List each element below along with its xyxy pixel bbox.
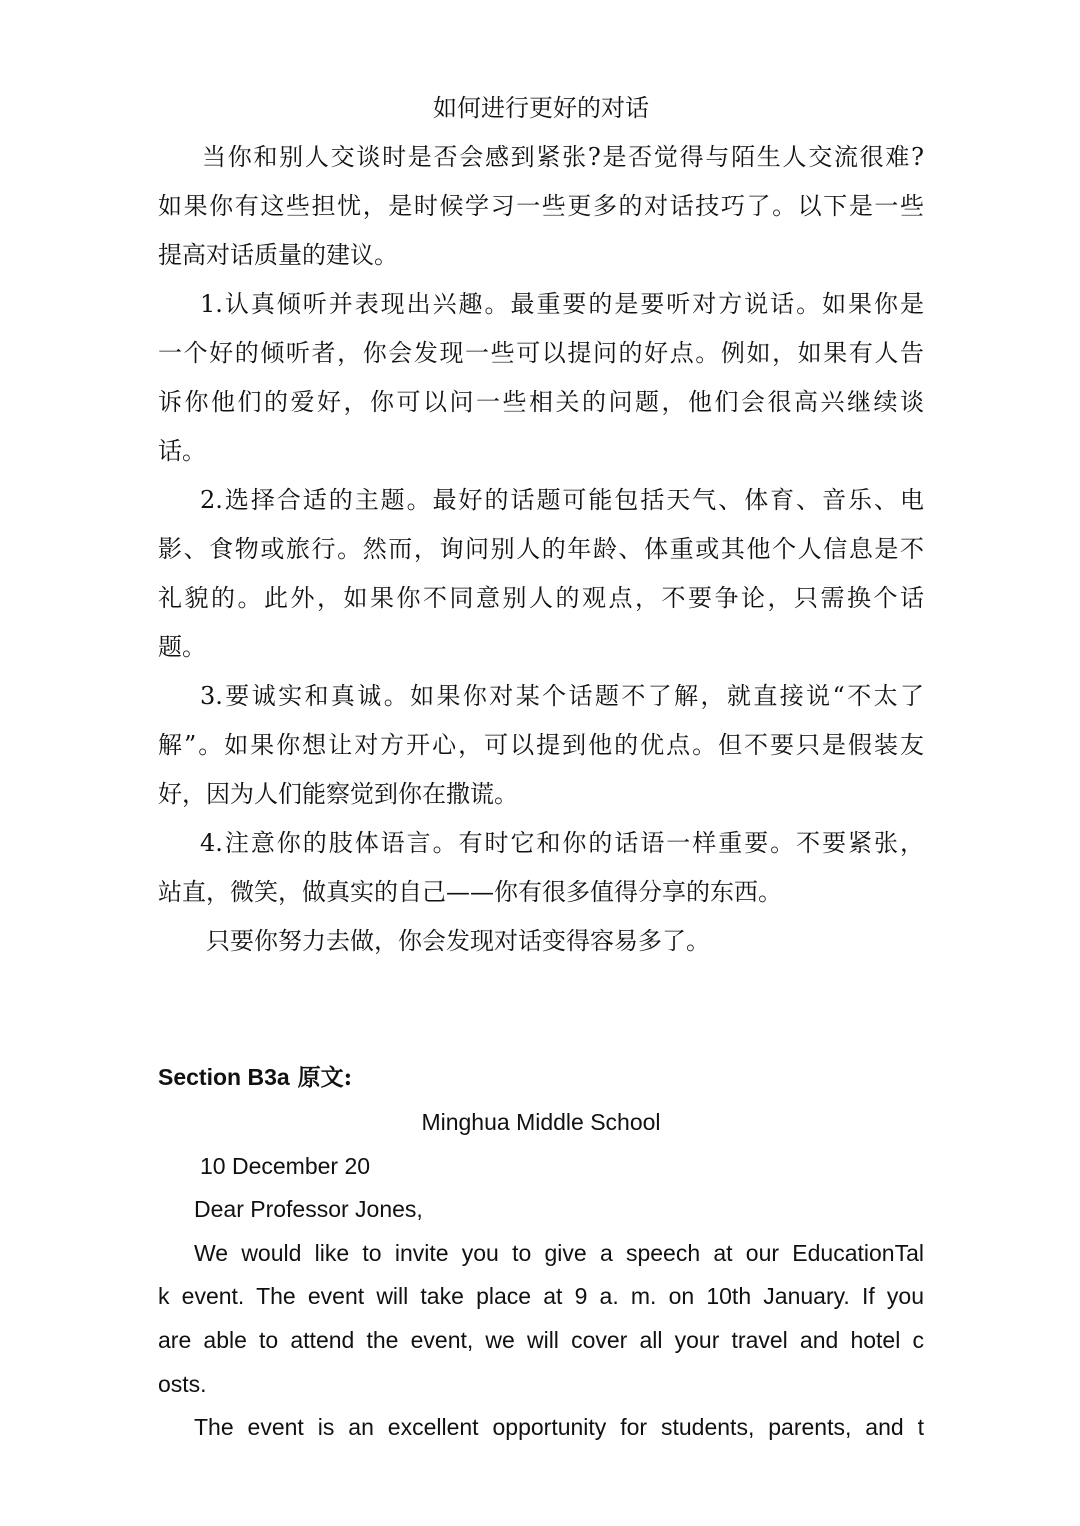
letter-line: Minghua Middle School (421, 1109, 661, 1135)
article-line: 礼貌的。此外，如果你不同意别人的观点，不要争论，只需换个话 (158, 584, 924, 612)
letter-line: k event. The event will take place at 9 a. m. on 10th January. If you (158, 1283, 924, 1310)
letter-line: Dear Professor Jones, (194, 1196, 423, 1223)
section-label-suffix: 原文: (289, 1064, 353, 1091)
letter-line: are able to attend the event, we will cover all your travel and hotel c (158, 1326, 924, 1353)
section-heading (158, 1060, 352, 1095)
article-line: 题。 (158, 633, 206, 661)
english-letter-body (158, 1104, 924, 1453)
chinese-article-body (158, 137, 924, 970)
article-title: 如何进行更好的对话 (433, 94, 649, 122)
article-line: 提高对话质量的建议。 (158, 241, 398, 269)
section-label: Section B3a (158, 1064, 290, 1090)
letter-line: We would like to invite you to give a speech at our EducationTal (194, 1239, 924, 1266)
article-line: 4.注意你的肢体语言。有时它和你的话语一样重要。不要紧张， (200, 829, 924, 857)
article-line: 当你和别人交谈时是否会感到紧张?是否觉得与陌生人交流很难? (202, 143, 924, 171)
article-line: 2.选择合适的主题。最好的话题可能包括天气、体育、音乐、电 (200, 486, 924, 514)
letter-line: osts. (158, 1370, 207, 1397)
article-line: 解”。如果你想让对方开心，可以提到他的优点。但不要只是假装友 (158, 731, 924, 759)
article-line: 诉你他们的爱好，你可以问一些相关的问题，他们会很高兴继续谈 (158, 388, 924, 416)
article-line: 只要你努力去做，你会发现对话变得容易多了。 (206, 927, 710, 955)
article-line: 站直，微笑，做真实的自己——你有很多值得分享的东西。 (158, 878, 782, 906)
article-line: 3.要诚实和真诚。如果你对某个话题不了解，就直接说“不太了 (200, 682, 924, 710)
letter-line: The event is an excellent opportunity for students, parents, and t (194, 1414, 924, 1441)
article-line: 话。 (158, 437, 206, 465)
article-line: 一个好的倾听者，你会发现一些可以提问的好点。例如，如果有人告 (158, 339, 924, 367)
article-line: 好，因为人们能察觉到你在撒谎。 (158, 780, 518, 808)
article-line: 1.认真倾听并表现出兴趣。最重要的是要听对方说话。如果你是 (200, 290, 924, 318)
letter-line: 10 December 20 (200, 1152, 371, 1179)
article-line: 如果你有这些担忧，是时候学习一些更多的对话技巧了。以下是一些 (158, 192, 924, 220)
article-line: 影、食物或旅行。然而，询问别人的年龄、体重或其他个人信息是不 (158, 535, 924, 563)
